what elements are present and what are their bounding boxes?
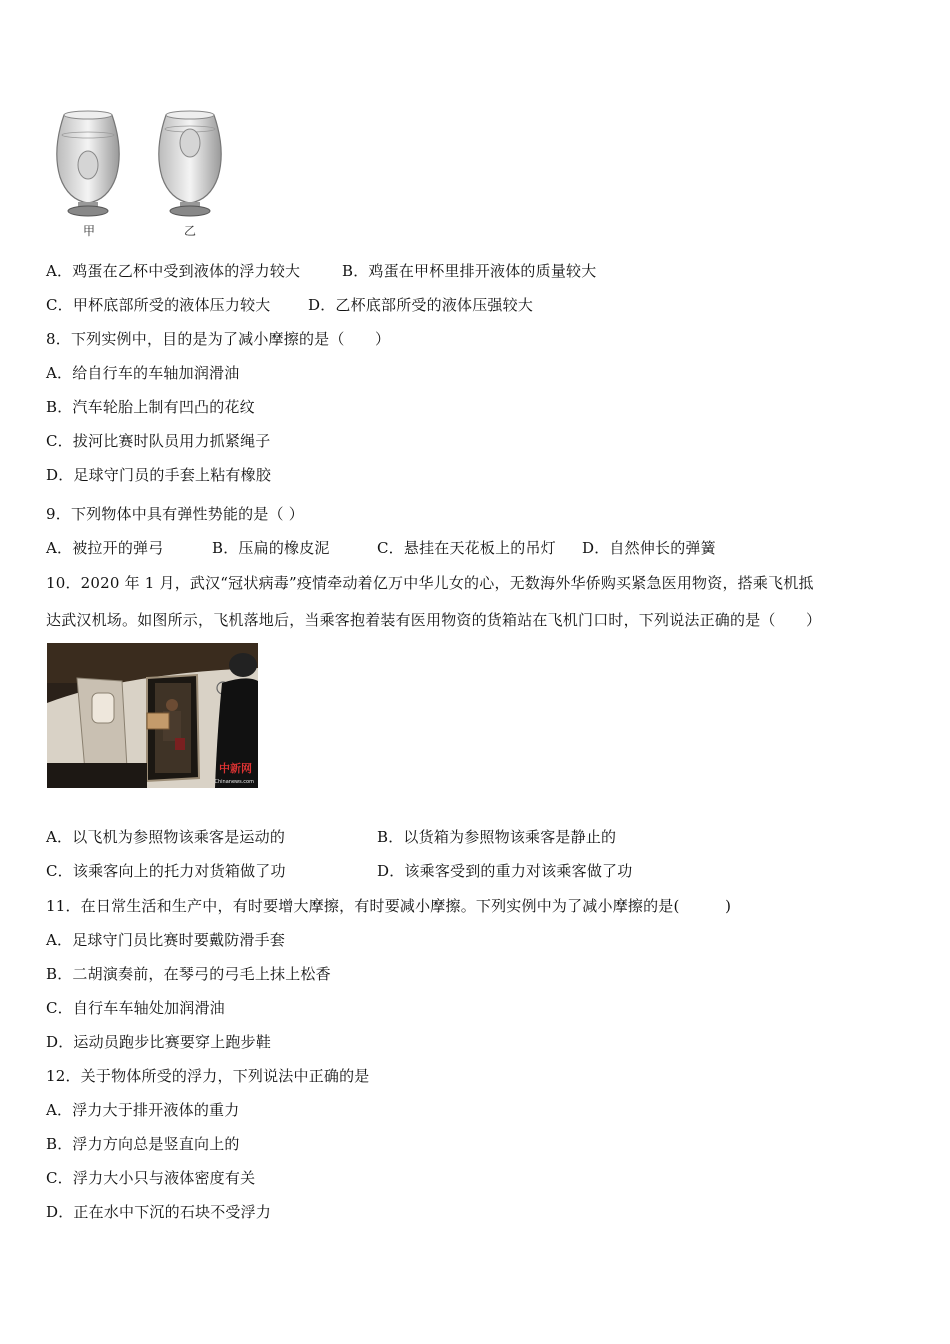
q10-option-c[interactable]: C．该乘客向上的托力对货箱做了功 — [46, 862, 286, 880]
q11-option-a[interactable]: A．足球守门员比赛时要戴防滑手套 — [46, 931, 286, 949]
q8-option-a[interactable]: A．给自行车的车轴加润滑油 — [46, 364, 240, 382]
q10-option-b[interactable]: B．以货箱为参照物该乘客是静止的 — [377, 828, 617, 846]
egg-glasses-figure — [50, 105, 240, 235]
q9-option-d[interactable]: D．自然伸长的弹簧 — [582, 539, 716, 557]
q7-option-a[interactable]: A．鸡蛋在乙杯中受到液体的浮力较大 — [46, 262, 301, 280]
q9-option-a[interactable]: A．被拉开的弹弓 — [46, 539, 164, 557]
q7-option-d[interactable]: D．乙杯底部所受的液体压强较大 — [308, 296, 534, 314]
q9-stem: 9．下列物体中具有弹性势能的是（ ） — [46, 505, 304, 523]
glass-yi — [159, 111, 221, 216]
glass-jia — [57, 111, 119, 216]
q8-option-d[interactable]: D．足球守门员的手套上粘有橡胶 — [46, 466, 272, 484]
q10-option-d[interactable]: D．该乘客受到的重力对该乘客做了功 — [377, 862, 633, 880]
photo-watermark-logo: 中新网 — [219, 762, 252, 775]
q8-option-b[interactable]: B．汽车轮胎上制有凹凸的花纹 — [46, 398, 255, 416]
q12-option-d[interactable]: D．正在水中下沉的石块不受浮力 — [46, 1203, 272, 1221]
q7-option-c[interactable]: C．甲杯底部所受的液体压力较大 — [46, 296, 271, 314]
q12-option-a[interactable]: A．浮力大于排开液体的重力 — [46, 1101, 240, 1119]
q9-option-b[interactable]: B．压扁的橡皮泥 — [212, 539, 330, 557]
q12-option-b[interactable]: B．浮力方向总是竖直向上的 — [46, 1135, 240, 1153]
q12-stem: 12．关于物体所受的浮力，下列说法中正确的是 — [46, 1067, 370, 1085]
q11-option-b[interactable]: B．二胡演奏前，在琴弓的弓毛上抹上松香 — [46, 965, 331, 983]
glasses-illustration — [50, 105, 240, 223]
q8-option-c[interactable]: C．拔河比赛时队员用力抓紧绳子 — [46, 432, 271, 450]
q8-stem: 8．下列实例中，目的是为了减小摩擦的是（ ） — [46, 330, 391, 348]
glass-label-yi: 乙 — [184, 224, 197, 238]
q7-option-b[interactable]: B．鸡蛋在甲杯里排开液体的质量较大 — [342, 262, 597, 280]
q10-option-a[interactable]: A．以飞机为参照物该乘客是运动的 — [46, 828, 286, 846]
q12-option-c[interactable]: C．浮力大小只与液体密度有关 — [46, 1169, 256, 1187]
q11-stem: 11．在日常生活和生产中，有时要增大摩擦，有时要减小摩擦。下列实例中为了减小摩擦的是( ) — [46, 897, 732, 915]
q11-option-c[interactable]: C．自行车车轴处加润滑油 — [46, 999, 225, 1017]
glass-label-jia: 甲 — [83, 224, 96, 238]
q9-option-c[interactable]: C．悬挂在天花板上的吊灯 — [377, 539, 556, 557]
q11-option-d[interactable]: D．运动员跑步比赛要穿上跑步鞋 — [46, 1033, 272, 1051]
q10-stem-line1: 10．2020 年 1 月，武汉“冠状病毒”疫情牵动着亿万中华儿女的心，无数海外华侨购买紧急医用物资，搭乘飞机抵 — [46, 574, 814, 592]
airplane-door-photo — [47, 643, 258, 788]
q10-stem-line2: 达武汉机场。如图所示，飞机落地后，当乘客抱着装有医用物资的货箱站在飞机门口时，下列说法正确的是（ ） — [46, 611, 822, 629]
photo-watermark-url: Chinanews.com — [214, 779, 254, 785]
